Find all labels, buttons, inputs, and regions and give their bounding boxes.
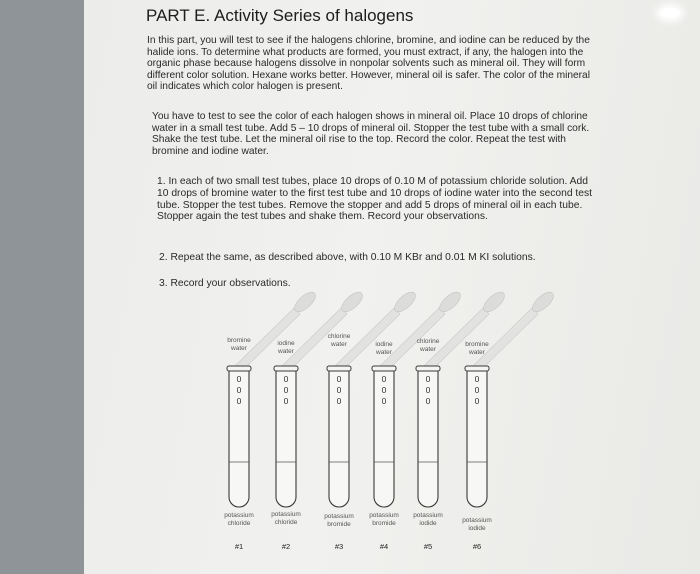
dropper-label: water (376, 349, 392, 356)
dropper-label: water (469, 349, 485, 356)
tube-mark: 0 (381, 374, 387, 384)
tube-mark: 0 (336, 374, 342, 384)
dropper-label: chlorine (327, 333, 351, 340)
page-title: PART E. Activity Series of halogens (146, 6, 414, 25)
tube-number-label: #1 (234, 542, 244, 551)
tube-number-label: #6 (472, 542, 482, 551)
dropper-label: water (420, 346, 436, 353)
solution-label: bromide (372, 520, 396, 527)
tube-mark: 0 (336, 385, 342, 395)
tube-mark: 0 (474, 385, 480, 395)
solution-label: potassium (224, 512, 254, 519)
test-tube-rim (465, 366, 489, 371)
worksheet-page (84, 0, 700, 574)
dropper-label: water (278, 348, 294, 355)
tube-number-label: #5 (423, 542, 433, 551)
test-tube-rim (274, 366, 298, 371)
solution-label: potassium (413, 512, 443, 519)
tube-mark: 0 (381, 396, 387, 406)
step-3-paragraph: 3. Record your observations. (159, 278, 291, 289)
solution-label: chloride (227, 520, 251, 527)
solution-label: iodide (468, 525, 486, 532)
solution-label: potassium (369, 512, 399, 519)
test-tube-rim (416, 366, 440, 371)
tube-mark: 0 (474, 374, 480, 384)
tube-mark: 0 (336, 396, 342, 406)
solution-label: potassium (324, 513, 354, 520)
tube-number-label: #4 (379, 542, 389, 551)
dropper-label: water (331, 341, 347, 348)
tube-number-label: #3 (334, 542, 344, 551)
test-tube-rim (372, 366, 396, 371)
solution-label: potassium (271, 511, 301, 518)
solution-label: potassium (462, 517, 492, 524)
test-tube-6 (462, 289, 556, 551)
intro-paragraph: In this part, you will test to see if the halogens chlorine, bromine, and iodine can be reduced by the halide ions. To determine what products are formed, you must extract, if any, the halogen into the organic phase because halogens dissolve in nonpolar solvents such as mineral oil. They will form different color solution. Hexane works better. However, mineral oil is safer. The color of the mineral oil indicates which color halogen is present. (147, 35, 590, 93)
dropper-label: chlorine (416, 338, 440, 345)
tube-mark: 0 (381, 385, 387, 395)
dropper-label: iodine (375, 341, 393, 348)
dropper-label: iodine (277, 340, 295, 347)
dropper-label: water (231, 345, 247, 352)
tube-mark: 0 (283, 374, 289, 384)
test-tube-rim (327, 366, 351, 371)
tube-mark: 0 (236, 385, 242, 395)
step-2-paragraph: 2. Repeat the same, as described above, with 0.10 M KBr and 0.01 M KI solutions. (159, 252, 536, 263)
test-tube-diagram (84, 0, 700, 574)
tube-mark: 0 (425, 374, 431, 384)
solution-label: chloride (274, 519, 298, 526)
tube-mark: 0 (236, 374, 242, 384)
solution-label: iodide (419, 520, 437, 527)
tube-mark: 0 (474, 396, 480, 406)
tube-mark: 0 (425, 396, 431, 406)
test-tube-rim (227, 366, 251, 371)
step-1-paragraph: 1. In each of two small test tubes, place 10 drops of 0.10 M of potassium chloride solution. Add 10 drops of bromine water to the first test tube and 10 drops of iodine water into the second test tube. Stopper the test tubes. Remove the stopper and add 5 drops of mineral oil in each tube. Stopper again the test tubes and shake them. Record your observations. (157, 176, 593, 223)
dropper-label: bromine (465, 341, 489, 348)
tube-mark: 0 (283, 396, 289, 406)
tube-number-label: #2 (281, 542, 291, 551)
tube-mark: 0 (236, 396, 242, 406)
tube-mark: 0 (283, 385, 289, 395)
solution-label: bromide (327, 521, 351, 528)
tube-mark: 0 (425, 385, 431, 395)
test-paragraph: You have to test to see the color of each halogen shows in mineral oil. Place 10 drops of chlorine water in a small test tube. Add 5 – 10 drops of mineral oil. Stopper the test tube with a small cork. Shake the test tube. Let the mineral oil rise to the top. Record the color. Repeat the test with bromine and iodine water. (152, 111, 590, 157)
dropper-label: bromine (227, 337, 251, 344)
